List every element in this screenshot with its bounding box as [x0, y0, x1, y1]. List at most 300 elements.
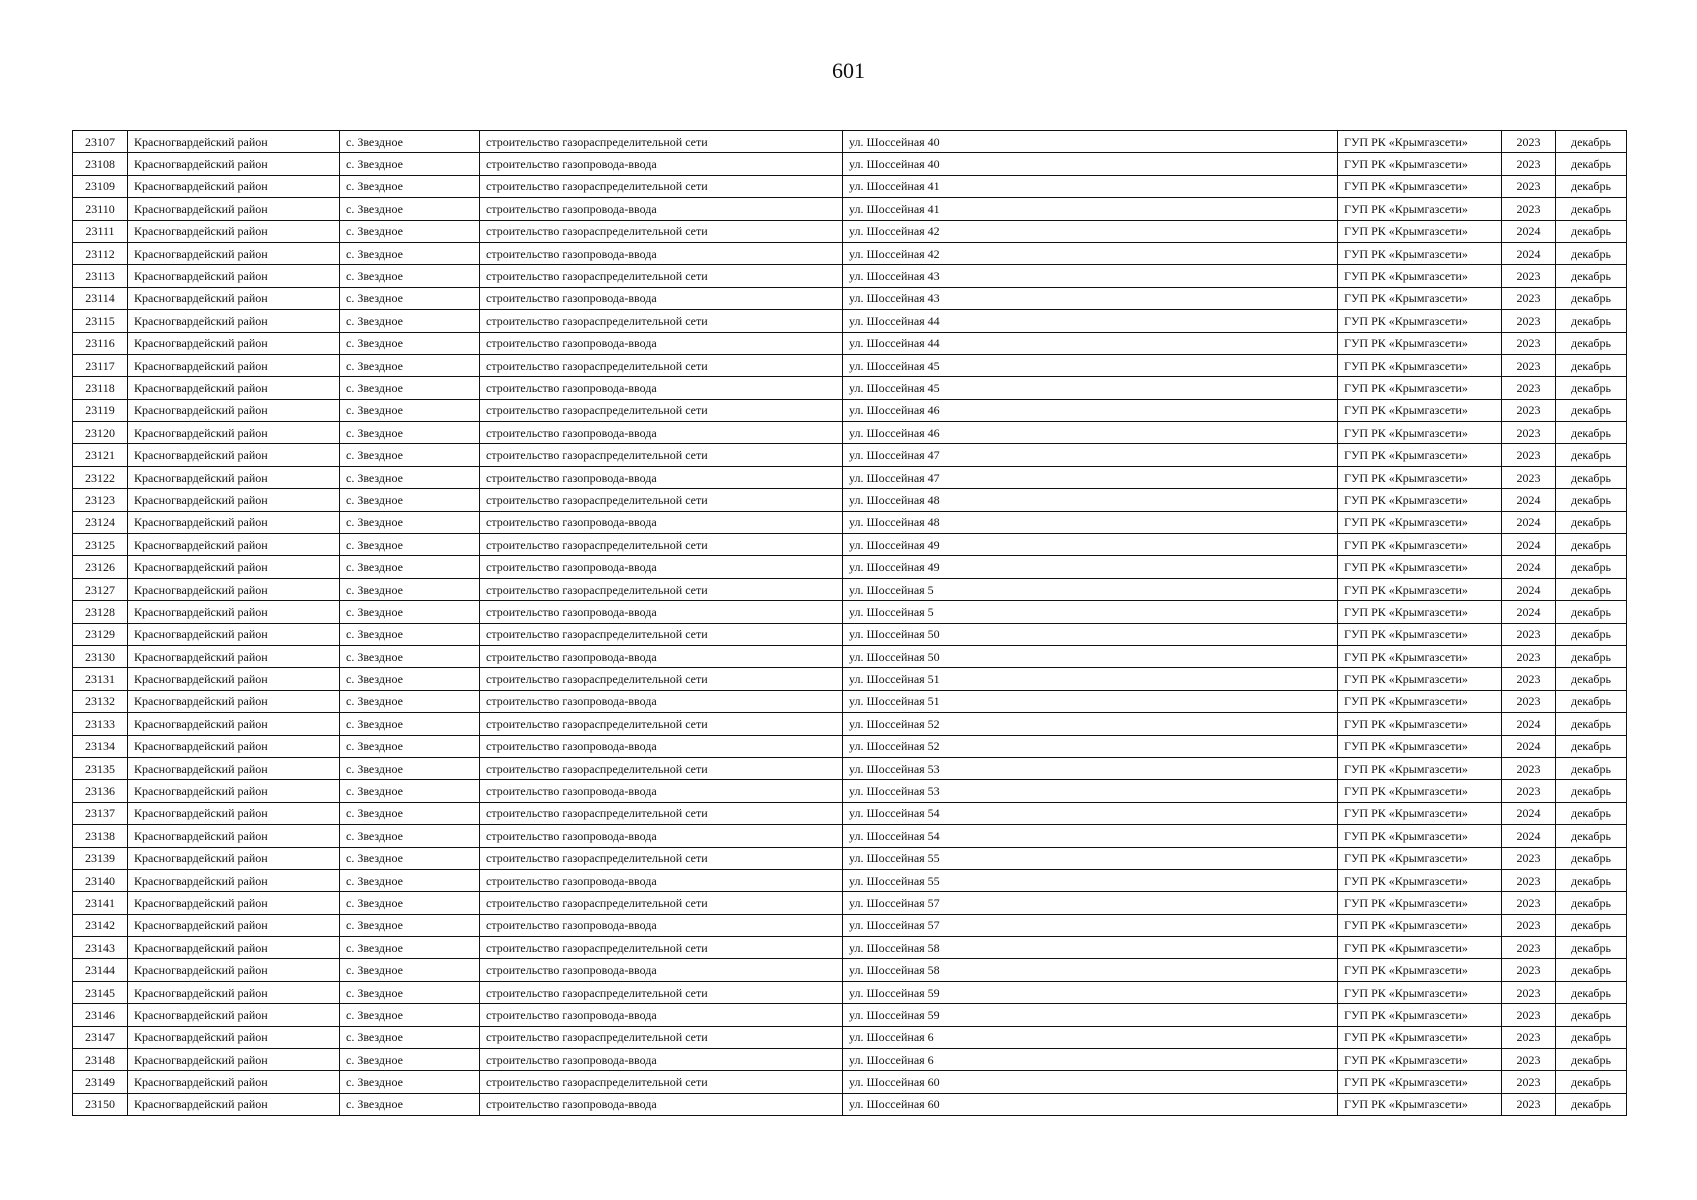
cell-record-number: 23116 — [73, 332, 128, 354]
cell-settlement: с. Звездное — [340, 153, 480, 175]
cell-year: 2024 — [1502, 556, 1556, 578]
cell-district: Красногвардейский район — [128, 310, 340, 332]
cell-district: Красногвардейский район — [128, 377, 340, 399]
cell-organization: ГУП РК «Крымгазсети» — [1338, 802, 1502, 824]
cell-record-number: 23114 — [73, 287, 128, 309]
cell-year: 2024 — [1502, 242, 1556, 264]
cell-district: Красногвардейский район — [128, 489, 340, 511]
cell-work-type: строительство газораспределительной сети — [480, 220, 843, 242]
cell-organization: ГУП РК «Крымгазсети» — [1338, 422, 1502, 444]
cell-organization: ГУП РК «Крымгазсети» — [1338, 310, 1502, 332]
cell-settlement: с. Звездное — [340, 444, 480, 466]
cell-year: 2023 — [1502, 131, 1556, 153]
cell-district: Красногвардейский район — [128, 981, 340, 1003]
cell-organization: ГУП РК «Крымгазсети» — [1338, 377, 1502, 399]
cell-address: ул. Шоссейная 44 — [843, 332, 1338, 354]
cell-district: Красногвардейский район — [128, 354, 340, 376]
cell-month: декабрь — [1556, 825, 1627, 847]
cell-record-number: 23112 — [73, 242, 128, 264]
table-row — [73, 422, 1627, 444]
cell-work-type: строительство газораспределительной сети — [480, 310, 843, 332]
cell-settlement: с. Звездное — [340, 869, 480, 891]
table-row — [73, 354, 1627, 376]
cell-record-number: 23139 — [73, 847, 128, 869]
cell-month: декабрь — [1556, 914, 1627, 936]
cell-month: декабрь — [1556, 1093, 1627, 1115]
cell-settlement: с. Звездное — [340, 645, 480, 667]
table-row — [73, 892, 1627, 914]
table-row — [73, 489, 1627, 511]
table-row — [73, 1026, 1627, 1048]
cell-year: 2023 — [1502, 153, 1556, 175]
cell-address: ул. Шоссейная 54 — [843, 802, 1338, 824]
cell-settlement: с. Звездное — [340, 310, 480, 332]
cell-address: ул. Шоссейная 49 — [843, 534, 1338, 556]
cell-year: 2023 — [1502, 937, 1556, 959]
cell-work-type: строительство газораспределительной сети — [480, 131, 843, 153]
cell-year: 2023 — [1502, 623, 1556, 645]
cell-record-number: 23132 — [73, 690, 128, 712]
cell-month: декабрь — [1556, 1049, 1627, 1071]
cell-work-type: строительство газораспределительной сети — [480, 802, 843, 824]
cell-record-number: 23111 — [73, 220, 128, 242]
cell-address: ул. Шоссейная 41 — [843, 198, 1338, 220]
cell-year: 2023 — [1502, 354, 1556, 376]
cell-work-type: строительство газораспределительной сети — [480, 847, 843, 869]
cell-work-type: строительство газораспределительной сети — [480, 981, 843, 1003]
cell-address: ул. Шоссейная 59 — [843, 981, 1338, 1003]
cell-work-type: строительство газораспределительной сети — [480, 937, 843, 959]
cell-district: Красногвардейский район — [128, 713, 340, 735]
cell-address: ул. Шоссейная 6 — [843, 1026, 1338, 1048]
cell-district: Красногвардейский район — [128, 690, 340, 712]
cell-organization: ГУП РК «Крымгазсети» — [1338, 511, 1502, 533]
cell-record-number: 23131 — [73, 668, 128, 690]
cell-address: ул. Шоссейная 42 — [843, 220, 1338, 242]
cell-settlement: с. Звездное — [340, 265, 480, 287]
cell-year: 2023 — [1502, 668, 1556, 690]
cell-year: 2024 — [1502, 578, 1556, 600]
cell-settlement: с. Звездное — [340, 623, 480, 645]
cell-record-number: 23124 — [73, 511, 128, 533]
table-row — [73, 220, 1627, 242]
table-row — [73, 399, 1627, 421]
cell-settlement: с. Звездное — [340, 914, 480, 936]
cell-organization: ГУП РК «Крымгазсети» — [1338, 534, 1502, 556]
cell-year: 2023 — [1502, 466, 1556, 488]
table-row — [73, 466, 1627, 488]
cell-settlement: с. Звездное — [340, 780, 480, 802]
cell-district: Красногвардейский район — [128, 623, 340, 645]
cell-organization: ГУП РК «Крымгазсети» — [1338, 578, 1502, 600]
table-row — [73, 802, 1627, 824]
cell-work-type: строительство газопровода-ввода — [480, 287, 843, 309]
cell-record-number: 23107 — [73, 131, 128, 153]
cell-month: декабрь — [1556, 757, 1627, 779]
cell-month: декабрь — [1556, 198, 1627, 220]
cell-record-number: 23117 — [73, 354, 128, 376]
cell-settlement: с. Звездное — [340, 757, 480, 779]
cell-organization: ГУП РК «Крымгазсети» — [1338, 466, 1502, 488]
cell-record-number: 23149 — [73, 1071, 128, 1093]
cell-work-type: строительство газопровода-ввода — [480, 198, 843, 220]
cell-organization: ГУП РК «Крымгазсети» — [1338, 287, 1502, 309]
cell-district: Красногвардейский район — [128, 332, 340, 354]
cell-record-number: 23109 — [73, 175, 128, 197]
cell-settlement: с. Звездное — [340, 601, 480, 623]
cell-month: декабрь — [1556, 153, 1627, 175]
cell-settlement: с. Звездное — [340, 287, 480, 309]
table-row — [73, 959, 1627, 981]
table-body — [73, 131, 1627, 1116]
cell-month: декабрь — [1556, 175, 1627, 197]
cell-district: Красногвардейский район — [128, 914, 340, 936]
cell-year: 2024 — [1502, 601, 1556, 623]
cell-organization: ГУП РК «Крымгазсети» — [1338, 242, 1502, 264]
page-number: 601 — [832, 58, 865, 83]
cell-record-number: 23141 — [73, 892, 128, 914]
cell-settlement: с. Звездное — [340, 511, 480, 533]
cell-month: декабрь — [1556, 265, 1627, 287]
cell-work-type: строительство газораспределительной сети — [480, 265, 843, 287]
cell-record-number: 23127 — [73, 578, 128, 600]
cell-month: декабрь — [1556, 690, 1627, 712]
cell-month: декабрь — [1556, 959, 1627, 981]
cell-record-number: 23120 — [73, 422, 128, 444]
cell-district: Красногвардейский район — [128, 757, 340, 779]
table-row — [73, 713, 1627, 735]
cell-address: ул. Шоссейная 40 — [843, 153, 1338, 175]
table-row — [73, 511, 1627, 533]
cell-organization: ГУП РК «Крымгазсети» — [1338, 354, 1502, 376]
cell-month: декабрь — [1556, 511, 1627, 533]
cell-work-type: строительство газораспределительной сети — [480, 354, 843, 376]
cell-organization: ГУП РК «Крымгазсети» — [1338, 713, 1502, 735]
table-row — [73, 937, 1627, 959]
cell-settlement: с. Звездное — [340, 1049, 480, 1071]
table-row — [73, 310, 1627, 332]
cell-record-number: 23113 — [73, 265, 128, 287]
cell-record-number: 23135 — [73, 757, 128, 779]
cell-month: декабрь — [1556, 466, 1627, 488]
cell-address: ул. Шоссейная 45 — [843, 377, 1338, 399]
table-row — [73, 869, 1627, 891]
cell-district: Красногвардейский район — [128, 1071, 340, 1093]
table-row — [73, 914, 1627, 936]
cell-settlement: с. Звездное — [340, 1026, 480, 1048]
cell-work-type: строительство газопровода-ввода — [480, 645, 843, 667]
cell-organization: ГУП РК «Крымгазсети» — [1338, 892, 1502, 914]
cell-address: ул. Шоссейная 50 — [843, 623, 1338, 645]
cell-month: декабрь — [1556, 713, 1627, 735]
cell-district: Красногвардейский район — [128, 220, 340, 242]
cell-month: декабрь — [1556, 601, 1627, 623]
cell-address: ул. Шоссейная 46 — [843, 399, 1338, 421]
cell-district: Красногвардейский район — [128, 466, 340, 488]
cell-year: 2023 — [1502, 1026, 1556, 1048]
cell-month: декабрь — [1556, 287, 1627, 309]
cell-address: ул. Шоссейная 45 — [843, 354, 1338, 376]
cell-record-number: 23119 — [73, 399, 128, 421]
table-row — [73, 175, 1627, 197]
cell-organization: ГУП РК «Крымгазсети» — [1338, 444, 1502, 466]
cell-record-number: 23140 — [73, 869, 128, 891]
cell-settlement: с. Звездное — [340, 802, 480, 824]
cell-record-number: 23134 — [73, 735, 128, 757]
cell-address: ул. Шоссейная 47 — [843, 444, 1338, 466]
cell-year: 2023 — [1502, 780, 1556, 802]
cell-address: ул. Шоссейная 50 — [843, 645, 1338, 667]
cell-address: ул. Шоссейная 55 — [843, 847, 1338, 869]
cell-address: ул. Шоссейная 46 — [843, 422, 1338, 444]
cell-settlement: с. Звездное — [340, 175, 480, 197]
cell-year: 2023 — [1502, 287, 1556, 309]
cell-address: ул. Шоссейная 44 — [843, 310, 1338, 332]
cell-district: Красногвардейский район — [128, 242, 340, 264]
cell-address: ул. Шоссейная 58 — [843, 937, 1338, 959]
cell-district: Красногвардейский район — [128, 825, 340, 847]
cell-district: Красногвардейский район — [128, 645, 340, 667]
cell-work-type: строительство газопровода-ввода — [480, 780, 843, 802]
cell-work-type: строительство газораспределительной сети — [480, 489, 843, 511]
cell-record-number: 23130 — [73, 645, 128, 667]
cell-record-number: 23147 — [73, 1026, 128, 1048]
cell-district: Красногвардейский район — [128, 198, 340, 220]
cell-month: декабрь — [1556, 623, 1627, 645]
cell-work-type: строительство газопровода-ввода — [480, 153, 843, 175]
table-row — [73, 534, 1627, 556]
table-row — [73, 242, 1627, 264]
cell-month: декабрь — [1556, 220, 1627, 242]
cell-month: декабрь — [1556, 847, 1627, 869]
cell-organization: ГУП РК «Крымгазсети» — [1338, 198, 1502, 220]
cell-work-type: строительство газопровода-ввода — [480, 422, 843, 444]
cell-settlement: с. Звездное — [340, 713, 480, 735]
cell-organization: ГУП РК «Крымгазсети» — [1338, 489, 1502, 511]
cell-record-number: 23129 — [73, 623, 128, 645]
cell-district: Красногвардейский район — [128, 175, 340, 197]
cell-settlement: с. Звездное — [340, 198, 480, 220]
cell-address: ул. Шоссейная 57 — [843, 914, 1338, 936]
cell-address: ул. Шоссейная 5 — [843, 601, 1338, 623]
table-row — [73, 131, 1627, 153]
table-row — [73, 287, 1627, 309]
cell-work-type: строительство газораспределительной сети — [480, 623, 843, 645]
cell-district: Красногвардейский район — [128, 959, 340, 981]
cell-record-number: 23123 — [73, 489, 128, 511]
cell-year: 2024 — [1502, 713, 1556, 735]
cell-address: ул. Шоссейная 51 — [843, 668, 1338, 690]
cell-record-number: 23142 — [73, 914, 128, 936]
cell-record-number: 23145 — [73, 981, 128, 1003]
cell-month: декабрь — [1556, 489, 1627, 511]
cell-month: декабрь — [1556, 422, 1627, 444]
cell-settlement: с. Звездное — [340, 332, 480, 354]
cell-district: Красногвардейский район — [128, 892, 340, 914]
cell-address: ул. Шоссейная 60 — [843, 1093, 1338, 1115]
cell-work-type: строительство газопровода-ввода — [480, 601, 843, 623]
cell-address: ул. Шоссейная 5 — [843, 578, 1338, 600]
cell-district: Красногвардейский район — [128, 399, 340, 421]
table-row — [73, 780, 1627, 802]
cell-year: 2023 — [1502, 981, 1556, 1003]
cell-address: ул. Шоссейная 47 — [843, 466, 1338, 488]
cell-record-number: 23115 — [73, 310, 128, 332]
cell-settlement: с. Звездное — [340, 981, 480, 1003]
cell-organization: ГУП РК «Крымгазсети» — [1338, 735, 1502, 757]
table-row — [73, 668, 1627, 690]
cell-year: 2024 — [1502, 220, 1556, 242]
cell-record-number: 23108 — [73, 153, 128, 175]
cell-work-type: строительство газораспределительной сети — [480, 444, 843, 466]
cell-settlement: с. Звездное — [340, 242, 480, 264]
cell-work-type: строительство газораспределительной сети — [480, 668, 843, 690]
cell-organization: ГУП РК «Крымгазсети» — [1338, 780, 1502, 802]
cell-work-type: строительство газопровода-ввода — [480, 1049, 843, 1071]
cell-address: ул. Шоссейная 6 — [843, 1049, 1338, 1071]
cell-work-type: строительство газопровода-ввода — [480, 556, 843, 578]
cell-district: Красногвардейский район — [128, 153, 340, 175]
cell-year: 2023 — [1502, 1049, 1556, 1071]
cell-organization: ГУП РК «Крымгазсети» — [1338, 556, 1502, 578]
cell-month: декабрь — [1556, 556, 1627, 578]
table-row — [73, 735, 1627, 757]
cell-organization: ГУП РК «Крымгазсети» — [1338, 1093, 1502, 1115]
cell-record-number: 23121 — [73, 444, 128, 466]
cell-district: Красногвардейский район — [128, 847, 340, 869]
cell-organization: ГУП РК «Крымгазсети» — [1338, 690, 1502, 712]
cell-record-number: 23138 — [73, 825, 128, 847]
cell-settlement: с. Звездное — [340, 1093, 480, 1115]
cell-month: декабрь — [1556, 444, 1627, 466]
cell-organization: ГУП РК «Крымгазсети» — [1338, 1026, 1502, 1048]
cell-work-type: строительство газопровода-ввода — [480, 242, 843, 264]
cell-district: Красногвардейский район — [128, 444, 340, 466]
cell-year: 2023 — [1502, 757, 1556, 779]
table-row — [73, 578, 1627, 600]
cell-work-type: строительство газораспределительной сети — [480, 757, 843, 779]
cell-organization: ГУП РК «Крымгазсети» — [1338, 825, 1502, 847]
cell-settlement: с. Звездное — [340, 466, 480, 488]
cell-settlement: с. Звездное — [340, 399, 480, 421]
cell-year: 2023 — [1502, 198, 1556, 220]
table-row — [73, 1071, 1627, 1093]
cell-organization: ГУП РК «Крымгазсети» — [1338, 645, 1502, 667]
table-row — [73, 332, 1627, 354]
cell-address: ул. Шоссейная 40 — [843, 131, 1338, 153]
cell-address: ул. Шоссейная 42 — [843, 242, 1338, 264]
cell-year: 2023 — [1502, 1093, 1556, 1115]
cell-work-type: строительство газопровода-ввода — [480, 690, 843, 712]
table-row — [73, 444, 1627, 466]
cell-settlement: с. Звездное — [340, 690, 480, 712]
cell-address: ул. Шоссейная 41 — [843, 175, 1338, 197]
cell-month: декабрь — [1556, 981, 1627, 1003]
cell-record-number: 23128 — [73, 601, 128, 623]
table-row — [73, 1049, 1627, 1071]
cell-organization: ГУП РК «Крымгазсети» — [1338, 1049, 1502, 1071]
cell-record-number: 23133 — [73, 713, 128, 735]
cell-settlement: с. Звездное — [340, 735, 480, 757]
cell-month: декабрь — [1556, 1071, 1627, 1093]
cell-organization: ГУП РК «Крымгазсети» — [1338, 981, 1502, 1003]
cell-record-number: 23122 — [73, 466, 128, 488]
cell-work-type: строительство газораспределительной сети — [480, 175, 843, 197]
cell-month: декабрь — [1556, 242, 1627, 264]
cell-district: Красногвардейский район — [128, 1026, 340, 1048]
cell-work-type: строительство газораспределительной сети — [480, 1026, 843, 1048]
cell-address: ул. Шоссейная 48 — [843, 511, 1338, 533]
cell-year: 2024 — [1502, 735, 1556, 757]
cell-organization: ГУП РК «Крымгазсети» — [1338, 914, 1502, 936]
cell-organization: ГУП РК «Крымгазсети» — [1338, 847, 1502, 869]
cell-district: Красногвардейский район — [128, 937, 340, 959]
cell-work-type: строительство газораспределительной сети — [480, 892, 843, 914]
cell-month: декабрь — [1556, 937, 1627, 959]
cell-year: 2023 — [1502, 1071, 1556, 1093]
cell-address: ул. Шоссейная 59 — [843, 1004, 1338, 1026]
table-row — [73, 825, 1627, 847]
cell-organization: ГУП РК «Крымгазсети» — [1338, 175, 1502, 197]
cell-address: ул. Шоссейная 52 — [843, 735, 1338, 757]
cell-settlement: с. Звездное — [340, 422, 480, 444]
cell-address: ул. Шоссейная 52 — [843, 713, 1338, 735]
cell-organization: ГУП РК «Крымгазсети» — [1338, 959, 1502, 981]
cell-address: ул. Шоссейная 51 — [843, 690, 1338, 712]
cell-work-type: строительство газораспределительной сети — [480, 713, 843, 735]
cell-record-number: 23146 — [73, 1004, 128, 1026]
cell-month: декабрь — [1556, 780, 1627, 802]
cell-work-type: строительство газопровода-ввода — [480, 735, 843, 757]
cell-month: декабрь — [1556, 310, 1627, 332]
cell-record-number: 23150 — [73, 1093, 128, 1115]
cell-work-type: строительство газопровода-ввода — [480, 1093, 843, 1115]
cell-address: ул. Шоссейная 43 — [843, 287, 1338, 309]
cell-work-type: строительство газораспределительной сети — [480, 399, 843, 421]
cell-month: декабрь — [1556, 332, 1627, 354]
cell-year: 2023 — [1502, 265, 1556, 287]
cell-work-type: строительство газораспределительной сети — [480, 1071, 843, 1093]
cell-record-number: 23137 — [73, 802, 128, 824]
cell-settlement: с. Звездное — [340, 1071, 480, 1093]
cell-address: ул. Шоссейная 57 — [843, 892, 1338, 914]
cell-month: декабрь — [1556, 645, 1627, 667]
cell-organization: ГУП РК «Крымгазсети» — [1338, 332, 1502, 354]
cell-year: 2023 — [1502, 847, 1556, 869]
cell-district: Красногвардейский район — [128, 511, 340, 533]
cell-settlement: с. Звездное — [340, 377, 480, 399]
cell-work-type: строительство газопровода-ввода — [480, 869, 843, 891]
cell-settlement: с. Звездное — [340, 131, 480, 153]
cell-organization: ГУП РК «Крымгазсети» — [1338, 131, 1502, 153]
cell-settlement: с. Звездное — [340, 489, 480, 511]
cell-address: ул. Шоссейная 43 — [843, 265, 1338, 287]
cell-address: ул. Шоссейная 54 — [843, 825, 1338, 847]
cell-settlement: с. Звездное — [340, 534, 480, 556]
cell-month: декабрь — [1556, 578, 1627, 600]
table-row — [73, 601, 1627, 623]
table-row — [73, 757, 1627, 779]
cell-year: 2023 — [1502, 332, 1556, 354]
table-row — [73, 1093, 1627, 1115]
cell-district: Красногвардейский район — [128, 265, 340, 287]
cell-year: 2023 — [1502, 959, 1556, 981]
cell-year: 2023 — [1502, 690, 1556, 712]
cell-district: Красногвардейский район — [128, 780, 340, 802]
cell-month: декабрь — [1556, 735, 1627, 757]
cell-district: Красногвардейский район — [128, 735, 340, 757]
table-row — [73, 981, 1627, 1003]
